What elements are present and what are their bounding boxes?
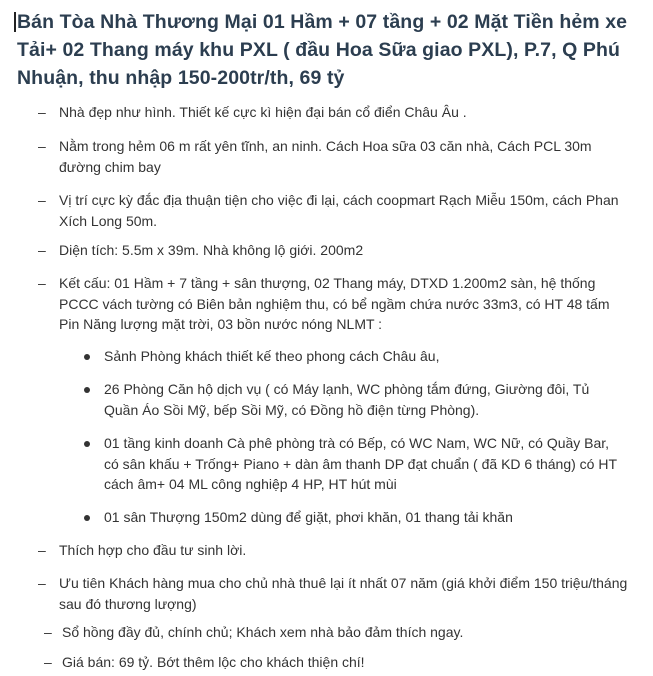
list-dash: – — [38, 542, 46, 558]
list-item: Ưu tiên Khách hàng mua cho chủ nhà thuê lại ít nhất 07 năm (giá khởi điểm 150 triệu/tháng sau đó thương lượng) — [59, 575, 628, 612]
list-dash: – — [38, 104, 46, 120]
list-item: Giá bán: 69 tỷ. Bớt thêm lộc cho khách thiện chí! — [62, 654, 365, 670]
list-item: Nằm trong hẻm 06 m rất yên tĩnh, an ninh. Cách Hoa sữa 03 căn nhà, Cách PCL 30m đường chim bay — [59, 138, 592, 175]
list-item: Sổ hồng đầy đủ, chính chủ; Khách xem nhà bảo đảm thích ngay. — [62, 624, 464, 640]
sub-list-item: 01 sân Thượng 150m2 dùng để giặt, phơi khăn, 01 thang tải khăn — [104, 509, 513, 525]
sub-list-item: 26 Phòng Căn hộ dịch vụ ( có Máy lạnh, WC phòng tắm đứng, Giường đôi, Tủ Quần Áo Sồi Mỹ, bếp Sồi Mỹ, có Đồng hồ điện từng Phòng). — [104, 381, 590, 418]
bullet-dot — [84, 354, 90, 360]
list-dash: – — [38, 575, 46, 591]
list-item: Diện tích: 5.5m x 39m. Nhà không lộ giới. 200m2 — [59, 242, 364, 258]
list-dash: – — [38, 242, 46, 258]
list-dash: – — [44, 624, 52, 640]
list-dash: – — [38, 138, 46, 154]
sub-list-item: 01 tầng kinh doanh Cà phê phòng trà có Bếp, có WC Nam, WC Nữ, có Quầy Bar, có sân khấu + Trống+ Piano + dàn âm thanh DP đạt chuẩn ( đã KD 6 tháng) có HT cách âm+ 04 ML công nghiệp 4 HP, HT hút mùi — [104, 435, 617, 492]
bullet-dot — [84, 515, 90, 521]
bullet-dot — [84, 387, 90, 393]
listing-title: Bán Tòa Nhà Thương Mại 01 Hầm + 07 tầng + 02 Mặt Tiền hẻm xe Tải+ 02 Thang máy khu PXL ( đầu Hoa Sữa giao PXL), P.7, Q Phú Nhuận, thu nhập 150-200tr/th, 69 tỷ — [17, 11, 628, 89]
list-item: Kết cấu: 01 Hầm + 7 tầng + sân thượng, 02 Thang máy, DTXD 1.200m2 sàn, hệ thống PCCC vách tường có Biên bản nghiệm thu, có bể ngầm chứa nước 33m3, có HT 48 tấm Pin Năng lượng mặt trời, 03 bồn nước nóng NLMT : — [59, 275, 610, 332]
sub-list-item: Sảnh Phòng khách thiết kế theo phong cách Châu âu, — [104, 348, 440, 364]
listing-title-block — [14, 8, 644, 92]
list-item: Thích hợp cho đầu tư sinh lời. — [59, 542, 247, 558]
list-dash: – — [38, 275, 46, 291]
list-dash: – — [44, 654, 52, 670]
bullet-dot — [84, 441, 90, 447]
list-item: Vị trí cực kỳ đắc địa thuận tiện cho việc đi lại, cách coopmart Rạch Miễu 150m, cách Phan Xích Long 50m. — [59, 192, 619, 229]
list-item: Nhà đẹp như hình. Thiết kế cực kì hiện đại bán cổ điển Châu Âu . — [59, 104, 467, 120]
list-dash: – — [38, 192, 46, 208]
